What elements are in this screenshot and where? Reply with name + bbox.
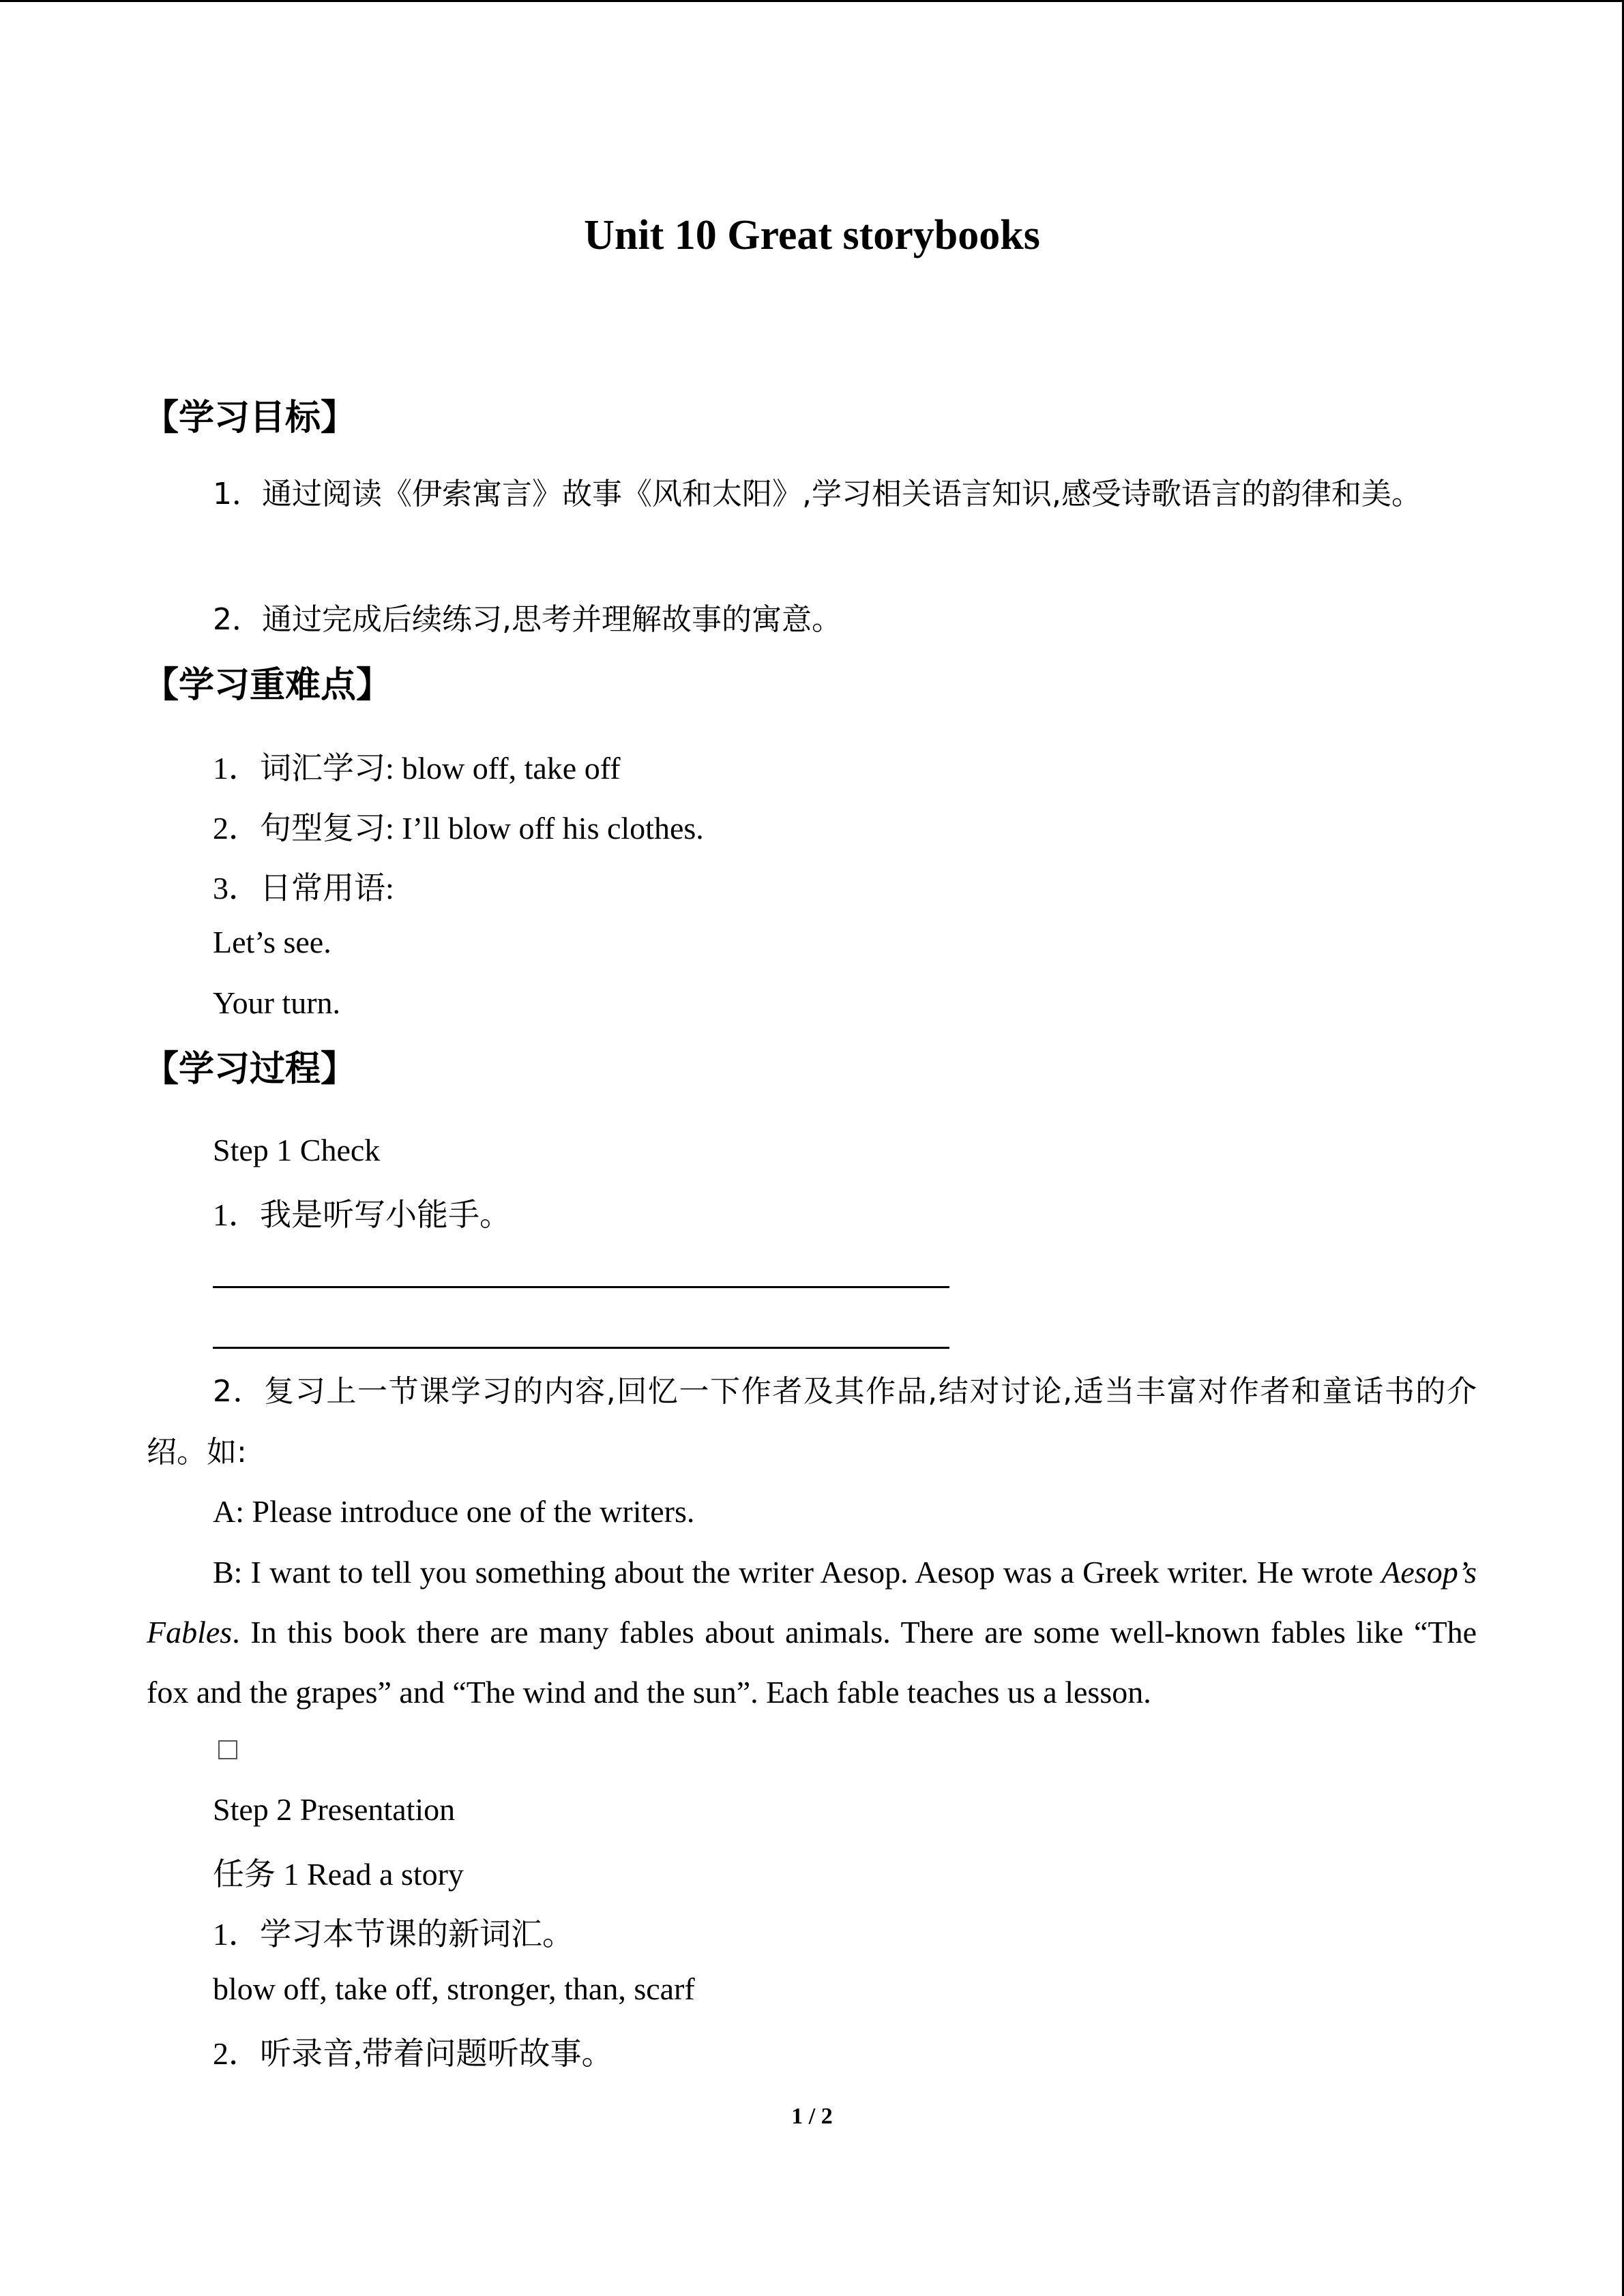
key-points-item-1: 1．词汇学习: blow off, take off [213, 751, 621, 786]
dialog-b-start: B: I want to tell you something about the writer Aesop. Aesop was a Greek writer. He wrote [213, 1555, 1382, 1590]
dialog-b-end: . In this book there are many fables about animals. There are some well-known fables like “The fox and the grapes” and “The wind and the sun”. Each fable teaches us a lesson. [147, 1615, 1477, 1710]
step-1-item-2 [147, 1361, 1477, 1482]
page-title: Unit 10 Great storybooks [584, 212, 1040, 258]
goals-item-1 [147, 464, 1477, 524]
goals-item-2 [213, 595, 842, 638]
dialog-line-a: A: Please introduce one of the writers. [213, 1494, 695, 1529]
key-points-heading: 【学习重难点】 [143, 665, 392, 706]
book-title-aesops-fables: Aesop’s Fables [147, 1555, 1477, 1650]
key-points-phrase-2: Your turn. [213, 985, 341, 1020]
task-1-item-1: 1．学习本节课的新词汇。 [213, 1917, 574, 1952]
placeholder-box-icon [218, 1740, 237, 1759]
dictation-blank-line-2[interactable] [213, 1347, 949, 1349]
page-number: 1 / 2 [791, 2104, 833, 2129]
task-1-item-2: 2．听录音,带着问题听故事。 [213, 2036, 613, 2071]
key-points-phrase-1: Let’s see. [213, 925, 331, 959]
goals-heading: 【学习目标】 [143, 398, 357, 438]
step-1-item-1: 1．我是听写小能手。 [213, 1197, 511, 1232]
process-heading: 【学习过程】 [143, 1049, 357, 1090]
key-points-item-3: 3．日常用语: [213, 871, 394, 906]
dialog-line-b [147, 1542, 1477, 1723]
goals-item-2-text: 2．通过完成后续练习,思考并理解故事的寓意。 [213, 602, 842, 637]
step-2-title: Step 2 Presentation [213, 1792, 456, 1827]
task-1-title-text: 任务 1 Read a story [213, 1857, 464, 1892]
step-1-item-2-text: 2．复习上一节课学习的内容,回忆一下作者及其作品,结对讨论,适当丰富对作者和童话书的介绍。如: [147, 1374, 1477, 1470]
key-points-item-2: 2．句型复习: I’ll blow off his clothes. [213, 811, 704, 846]
dictation-blank-line-1[interactable] [213, 1286, 949, 1288]
vocab-list: blow off, take off, stronger, than, scarf [213, 1971, 695, 2006]
task-1-title [213, 1849, 464, 1894]
page-border-top [0, 0, 1624, 2]
step-1-title: Step 1 Check [213, 1133, 381, 1167]
goals-item-1-text: 1．通过阅读《伊索寓言》故事《风和太阳》,学习相关语言知识,感受诗歌语言的韵律和美。 [213, 477, 1421, 511]
